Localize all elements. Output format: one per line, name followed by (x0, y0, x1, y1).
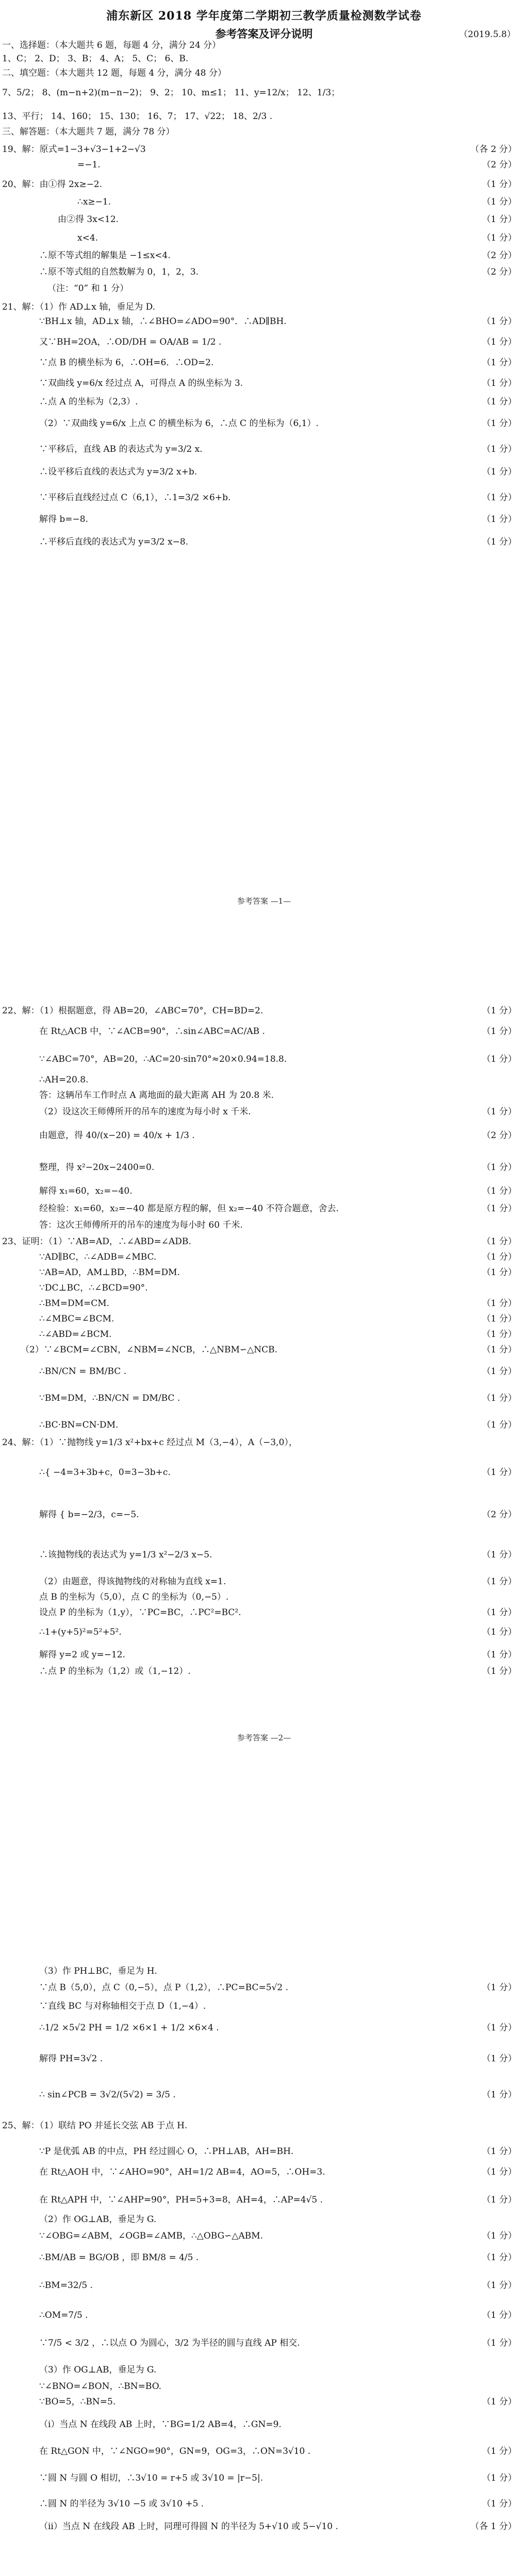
answer-text: ∵BO=5，∴BN=5. (39, 2397, 116, 2407)
answer-text: ∵DC⊥BC，∴∠BCD=90°. (39, 1283, 148, 1293)
answer-text: ∵圆 N 与圆 O 相切，∴3√10 = r+5 或 3√10 = |r−5|. (39, 2473, 263, 2483)
answer-text: 设点 P 的坐标为（1,y），∵PC=BC，∴PC²=BC². (39, 1607, 241, 1618)
score-mark: （1 分） (482, 2023, 517, 2033)
answer-text: 解得 { b=−2/3，c=−5. (39, 1510, 139, 1520)
score-mark: （1 分） (482, 1366, 517, 1377)
answer-text: ∵7/5 < 3/2 ，∴以点 O 为圆心，3/2 为半径的圆与直线 AP 相交. (39, 2338, 300, 2348)
score-mark: （1 分） (482, 2310, 517, 2320)
answer-text: （3）作 PH⊥BC，垂足为 H. (39, 1966, 157, 1976)
answer-text: 在 Rt△AOH 中，∵∠AHO=90°，AH=1/2 AB=4，AO=5，∴OH=3. (39, 2167, 325, 2177)
score-mark: （1 分） (482, 1982, 517, 1993)
score-mark: （2 分） (482, 250, 517, 261)
answer-text: （2）∵∠BCM=∠CBN，∠NBM=∠NCB，∴△NBM∽△NCB. (21, 1345, 277, 1355)
answer-text: 解得 b=−8. (39, 514, 88, 524)
answer-text: 一、选择题：（本大题共 6 题，每题 4 分，满分 24 分） (2, 40, 221, 50)
score-mark: （1 分） (482, 1345, 517, 1355)
answer-text: ∴1/2 ×5√2 PH = 1/2 ×6×1 + 1/2 ×6×4 . (39, 2023, 219, 2033)
answer-text: ∴点 A 的坐标为（2,3）. (39, 397, 138, 407)
answer-text: 21、解：（1）作 AD⊥x 轴，垂足为 D. (2, 302, 156, 312)
answer-text: ∵点 B（5,0），点 C（0,−5），点 P（1,2），∴PC=BC=5√2 . (39, 1982, 289, 1993)
answer-text: ∴BN/CN = BM/BC . (39, 1366, 127, 1377)
answer-text: ∵∠BNO=∠BON，∴BN=BO. (39, 2381, 162, 2392)
answer-text: ∴平移后直线的表达式为 y=3/2 x−8. (39, 537, 189, 547)
score-mark: （1 分） (482, 2499, 517, 2509)
score-mark: （1 分） (482, 1420, 517, 1430)
answer-text: 整理，得 x²−20x−2400=0. (39, 1162, 155, 1173)
answer-text: 解得 y=2 或 y=−12. (39, 1650, 126, 1660)
score-mark: （1 分） (482, 418, 517, 429)
answer-text: 又∵BH=2OA，∴OD/DH = OA/AB = 1/2 . (39, 337, 222, 347)
score-mark: （1 分） (482, 197, 517, 207)
score-mark: （1 分） (482, 2231, 517, 2241)
score-mark: （1 分） (482, 537, 517, 547)
answer-text: 三、解答题：（本大题共 7 题，满分 78 分） (2, 127, 175, 137)
score-mark: （1 分） (482, 1393, 517, 1403)
score-mark: （1 分） (482, 1607, 517, 1618)
answer-text: 解得 PH=3√2 . (39, 2054, 103, 2064)
score-mark: （1 分） (482, 397, 517, 407)
answer-text: 解得 x₁=60，x₂=−40. (39, 1186, 133, 1196)
answer-text: ∵双曲线 y=6/x 经过点 A，可得点 A 的纵坐标为 3. (39, 378, 243, 388)
score-mark: （1 分） (482, 378, 517, 388)
score-mark: （1 分） (482, 2195, 517, 2205)
score-mark: （1 分） (482, 1267, 517, 1278)
score-mark: （1 分） (482, 2054, 517, 2064)
score-mark: （1 分） (482, 1236, 517, 1247)
answer-text: ∵P 是优弧 AB 的中点，PH 经过圆心 O，∴PH⊥AB，AH=BH. (39, 2146, 294, 2157)
page1-footer: 参考答案 —1— (237, 896, 291, 906)
answer-text: ∴BM=DM=CM. (39, 1298, 110, 1309)
answer-text: （i）当点 N 在线段 AB 上时，∵BG=1/2 AB=4，∴GN=9. (39, 2419, 282, 2430)
answer-page-3 (0, 1924, 528, 2576)
answer-text: 在 Rt△GON 中，∵∠NGO=90°，GN=9，OG=3，∴ON=3√10 . (39, 2446, 311, 2456)
page2-footer: 参考答案 —2— (237, 1733, 291, 1742)
score-mark: （2 分） (482, 1130, 517, 1141)
score-mark: （2 分） (482, 267, 517, 277)
answer-text: 25、解：（1）联结 PO 并延长交弦 AB 于点 H. (2, 2121, 188, 2131)
page-gap (0, 927, 528, 963)
score-mark: （1 分） (482, 444, 517, 454)
answer-text: 由②得 3x<12. (58, 214, 119, 225)
answer-text: （3）作 OG⊥AB，垂足为 G. (39, 2365, 157, 2375)
answer-text: ∵点 B 的横坐标为 6，∴OH=6．∴OD=2. (39, 358, 214, 368)
answer-text: ∴BM/AB = BG/OB ，即 BM/8 = 4/5 . (39, 2252, 199, 2263)
answer-text: ∴1+(y+5)²=5²+5². (39, 1627, 122, 1637)
answer-text: ∴圆 N 的半径为 3√10 −5 或 3√10 +5 . (39, 2499, 204, 2509)
answer-text: ∴x≥−1. (77, 197, 111, 207)
answer-text: 20、解：由①得 2x≥−2. (2, 179, 103, 190)
score-mark: （1 分） (482, 493, 517, 503)
score-mark: （1 分） (482, 1006, 517, 1016)
answer-text: 23、证明：（1）∵AB=AD，∴∠ABD=∠ADB. (2, 1236, 191, 1247)
score-mark: （1 分） (482, 1550, 517, 1560)
answer-text: ∴AH=20.8. (39, 1075, 89, 1085)
answer-text: ∴点 P 的坐标为（1,2）或（1,−12）. (39, 1666, 191, 1676)
score-mark: （1 分） (482, 1627, 517, 1637)
answer-text: ∴BC·BN=CN·DM. (39, 1420, 119, 1430)
score-mark: （1 分） (482, 1314, 517, 1324)
score-mark: （1 分） (482, 1186, 517, 1196)
answer-text: 19、解：原式=1−3+√3−1+2−√3 (2, 144, 146, 155)
answer-text: 答：这辆吊车工作时点 A 离地面的最大距离 AH 为 20.8 米. (39, 1090, 274, 1100)
answer-text: ∴ sin∠PCB = 3√2/(5√2) = 3/5 . (39, 2090, 176, 2100)
score-mark: （1 分） (482, 233, 517, 243)
answer-text: 由题意，得 40/(x−20) = 40/x + 1/3 . (39, 1130, 195, 1141)
score-mark: （1 分） (482, 514, 517, 524)
score-mark: （1 分） (482, 1577, 517, 1587)
answer-text: ∴∠ABD=∠BCM. (39, 1329, 112, 1340)
score-mark: （1 分） (482, 1026, 517, 1037)
answer-text: x<4. (77, 233, 98, 243)
score-mark: （1 分） (482, 2146, 517, 2157)
score-mark: （1 分） (482, 214, 517, 225)
score-mark: （1 分） (482, 1252, 517, 1262)
score-mark: （1 分） (482, 467, 517, 477)
answer-text: ∵直线 BC 与对称轴相交于点 D（1,−4）. (39, 2001, 206, 2011)
answer-text: 二、填空题：（本大题共 12 题，每题 4 分，满分 48 分） (2, 68, 227, 78)
score-mark: （1 分） (482, 1107, 517, 1117)
score-mark: （1 分） (482, 1467, 517, 1478)
score-mark: （1 分） (482, 1329, 517, 1340)
answer-text: 22、解：（1）根据题意，得 AB=20，∠ABC=70°，CH=BD=2. (2, 1006, 263, 1016)
subtitle-text: 参考答案及评分说明 (215, 27, 313, 40)
answer-text: （ii）当点 N 在线段 AB 上时，同理可得圆 N 的半径为 5+√10 或 5−√10 . (39, 2521, 338, 2532)
answer-text: ∴{ −4=3+3b+c，0=3−3b+c. (39, 1467, 171, 1478)
answer-text: =−1. (77, 160, 101, 170)
answer-text: （2）∵双曲线 y=6/x 上点 C 的横坐标为 6，∴点 C 的坐标为（6,1）. (39, 418, 319, 429)
score-mark: （1 分） (482, 2397, 517, 2407)
score-mark: （1 分） (482, 2280, 517, 2291)
score-mark: （1 分） (482, 1298, 517, 1309)
answer-text: 13、平行； 14、160； 15、130； 16、7； 17、√22； 18、2/3 . (2, 111, 273, 122)
answer-text: 在 Rt△APH 中，∵∠AHP=90°，PH=5+3=8，AH=4，∴AP=4√5 . (39, 2195, 323, 2205)
answer-text: ∴原不等式组的解集是 −1≤x<4. (39, 250, 171, 261)
score-mark: （1 分） (482, 337, 517, 347)
score-mark: （1 分） (482, 179, 517, 190)
answer-text: （2）作 OG⊥AB，垂足为 G. (39, 2214, 157, 2225)
answer-text: 经检验：x₁=60，x₂=−40 都是原方程的解，但 x₂=−40 不符合题意，舍去. (39, 1204, 339, 1214)
exam-date: （2019.5.8） (459, 29, 516, 40)
answer-text: ∵AB=AD，AM⊥BD，∴BM=DM. (39, 1267, 180, 1278)
score-mark: （1 分） (482, 1162, 517, 1173)
document-title: 浦东新区 2018 学年度第二学期初三教学质量检测数学试卷 (106, 9, 422, 23)
answer-text: ∴∠MBC=∠BCM. (39, 1314, 114, 1324)
score-mark: （1 分） (482, 1650, 517, 1660)
answer-text: ∴OM=7/5 . (39, 2310, 88, 2320)
answer-text: ∴BM=32/5 . (39, 2280, 93, 2291)
score-mark: （各 2 分） (470, 144, 517, 155)
answer-text: ∵∠ABC=70°，AB=20，∴AC=20·sin70°≈20×0.94=18.8． (39, 1054, 293, 1064)
score-mark: （1 分） (482, 2338, 517, 2348)
score-mark: （1 分） (482, 358, 517, 368)
score-mark: （1 分） (482, 316, 517, 327)
answer-page-2 (0, 963, 528, 1924)
answer-text: 24、解：（1）∵抛物线 y=1/3 x²+bx+c 经过点 M（3,−4），A（−3,0）， (2, 1437, 298, 1448)
score-mark: （1 分） (482, 2446, 517, 2456)
score-mark: （1 分） (482, 2473, 517, 2483)
answer-text: （2）设这次王师傅所开的吊车的速度为每小时 x 千米. (39, 1107, 251, 1117)
answer-text: 答：这次王师傅所开的吊车的速度为每小时 60 千米. (39, 1220, 243, 1230)
answer-text: 在 Rt△ACB 中，∵∠ACB=90°，∴sin∠ABC=AC/AB . (39, 1026, 265, 1037)
answer-text: 1、C； 2、D； 3、B； 4、A； 5、C； 6、B. (2, 54, 189, 64)
answer-text: 点 B 的坐标为（5,0），点 C 的坐标为（0,−5）. (39, 1592, 229, 1602)
answer-text: 7、5/2； 8、(m−n+2)(m−n−2)； 9、2； 10、m≤1； 11、y=12/x； 12、1/3； (2, 88, 340, 98)
answer-text: ∴该抛物线的表达式为 y=1/3 x²−2/3 x−5. (39, 1550, 212, 1560)
score-mark: （2 分） (482, 160, 517, 170)
answer-text: （2）由题意，得该抛物线的对称轴为直线 x=1. (39, 1577, 226, 1587)
answer-text: ∵BH⊥x 轴，AD⊥x 轴，∴∠BHO=∠ADO=90°．∴AD∥BH. (39, 316, 287, 327)
score-mark: （1 分） (482, 2252, 517, 2263)
answer-text: ∴设平移后直线的表达式为 y=3/2 x+b. (39, 467, 197, 477)
score-mark: （1 分） (482, 1666, 517, 1676)
score-mark: （1 分） (482, 1204, 517, 1214)
answer-page-1 (0, 0, 528, 927)
score-mark: （1 分） (482, 1054, 517, 1064)
score-mark: （2 分） (482, 1510, 517, 1520)
answer-text: ∵BM=DM，∴BN/CN = DM/BC . (39, 1393, 180, 1403)
answer-text: ∴原不等式组的自然数解为 0，1，2，3. (39, 267, 199, 277)
answer-text: （注：“0” 和 1 分） (47, 283, 129, 294)
score-mark: （各 1 分） (470, 2521, 517, 2532)
answer-text: ∵∠OBG=∠ABM，∠OGB=∠AMB，∴△OBG∽△ABM. (39, 2231, 263, 2241)
answer-text: ∵平移后直线经过点 C（6,1），∴1=3/2 ×6+b. (39, 493, 231, 503)
answer-text: ∵平移后，直线 AB 的表达式为 y=3/2 x. (39, 444, 203, 454)
score-mark: （1 分） (482, 2090, 517, 2100)
answer-text: ∵AD∥BC，∴∠ADB=∠MBC. (39, 1252, 157, 1262)
score-mark: （1 分） (482, 2167, 517, 2177)
